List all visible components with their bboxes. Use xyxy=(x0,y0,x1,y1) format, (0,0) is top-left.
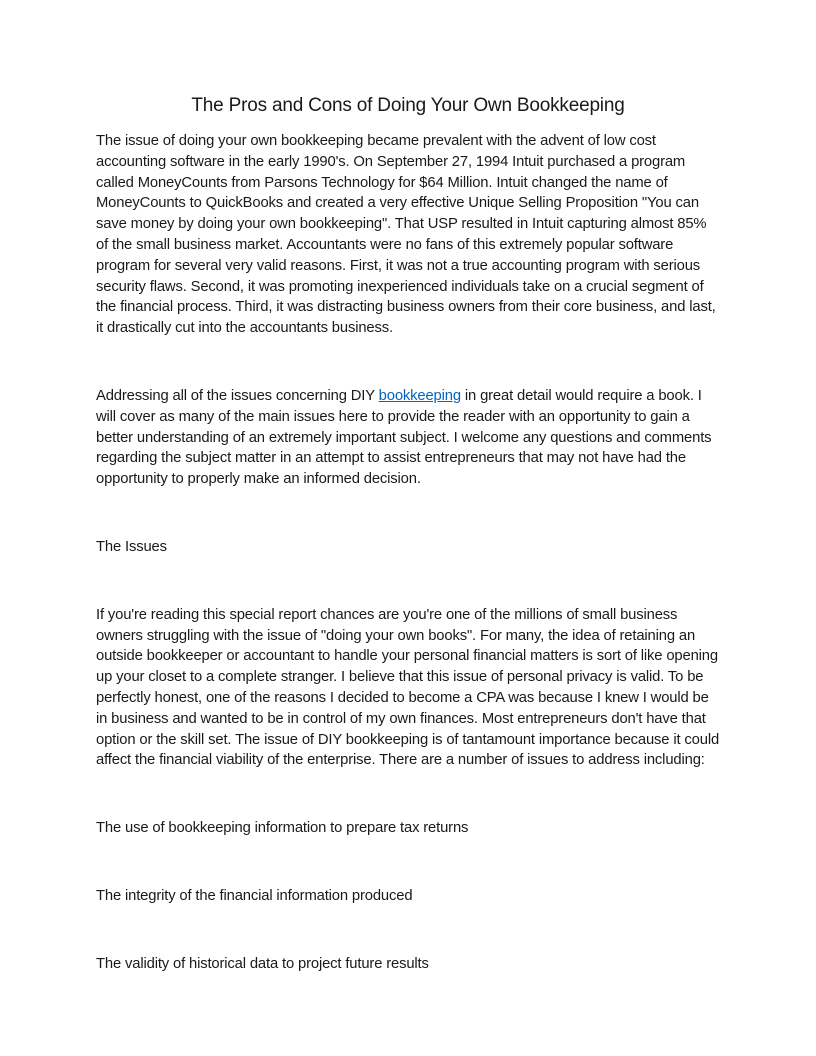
paragraph-special-report: If you're reading this special report chances are you're one of the millions of small business owners struggling with the issue of "doing your own books". For many, the idea of retaining an outside bookkeeper or accountant to handle your personal financial matters is sort of like opening up your closet to a complete stranger. I believe that this issue of personal privacy is valid. To be perfectly honest, one of the reasons I decided to become a CPA was because I knew I would be in business and wanted to be in control of my own finances. Most entrepreneurs don't have that option or the skill set. The issue of DIY bookkeeping is of tantamount importance because it could affect the financial viability of the enterprise. There are a number of issues to address including: xyxy=(96,606,720,769)
paragraph-addressing-issues xyxy=(96,386,720,490)
issue-item-tax-returns: The use of bookkeeping information to prepare tax returns xyxy=(96,820,469,837)
paragraph-text-before-link: Addressing all of the issues concerning DIY xyxy=(96,387,379,404)
paragraph-intro: The issue of doing your own bookkeeping became prevalent with the advent of low cost accounting software in the early 1990's. On September 27, 1994 Intuit purchased a program called MoneyCounts from Parsons Technology for $64 Million. Intuit changed the name of MoneyCounts to QuickBooks and created a very effective Unique Selling Proposition "You can save money by doing your own bookkeeping". That USP resulted in Intuit capturing almost 85% of the small business market. Accountants were no fans of this extremely popular software program for several very valid reasons. First, it was not a true accounting program with serious security flaws. Second, it was promoting inexperienced individuals take on a crucial segment of the financial process. Third, it was distracting business owners from their core business, and last, it drastically cut into the accountants business. xyxy=(96,133,716,337)
issue-item-financial-integrity: The integrity of the financial information produced xyxy=(96,887,413,904)
paragraph-text-after-link: in great detail would require a book. I will cover as many of the main issues here to provide the reader with an opportunity to gain a better understanding of an extremely important subject. I welcome any questions and comments regarding the subject matter in an attempt to assist entrepreneurs that may not have had the opportunity to properly make an informed decision. xyxy=(96,387,712,488)
bookkeeping-link[interactable]: bookkeeping xyxy=(378,387,461,404)
issue-item-historical-data: The validity of historical data to project future results xyxy=(96,955,429,972)
document-title: The Pros and Cons of Doing Your Own Bookkeeping xyxy=(191,95,625,116)
section-heading-the-issues: The Issues xyxy=(96,538,167,555)
